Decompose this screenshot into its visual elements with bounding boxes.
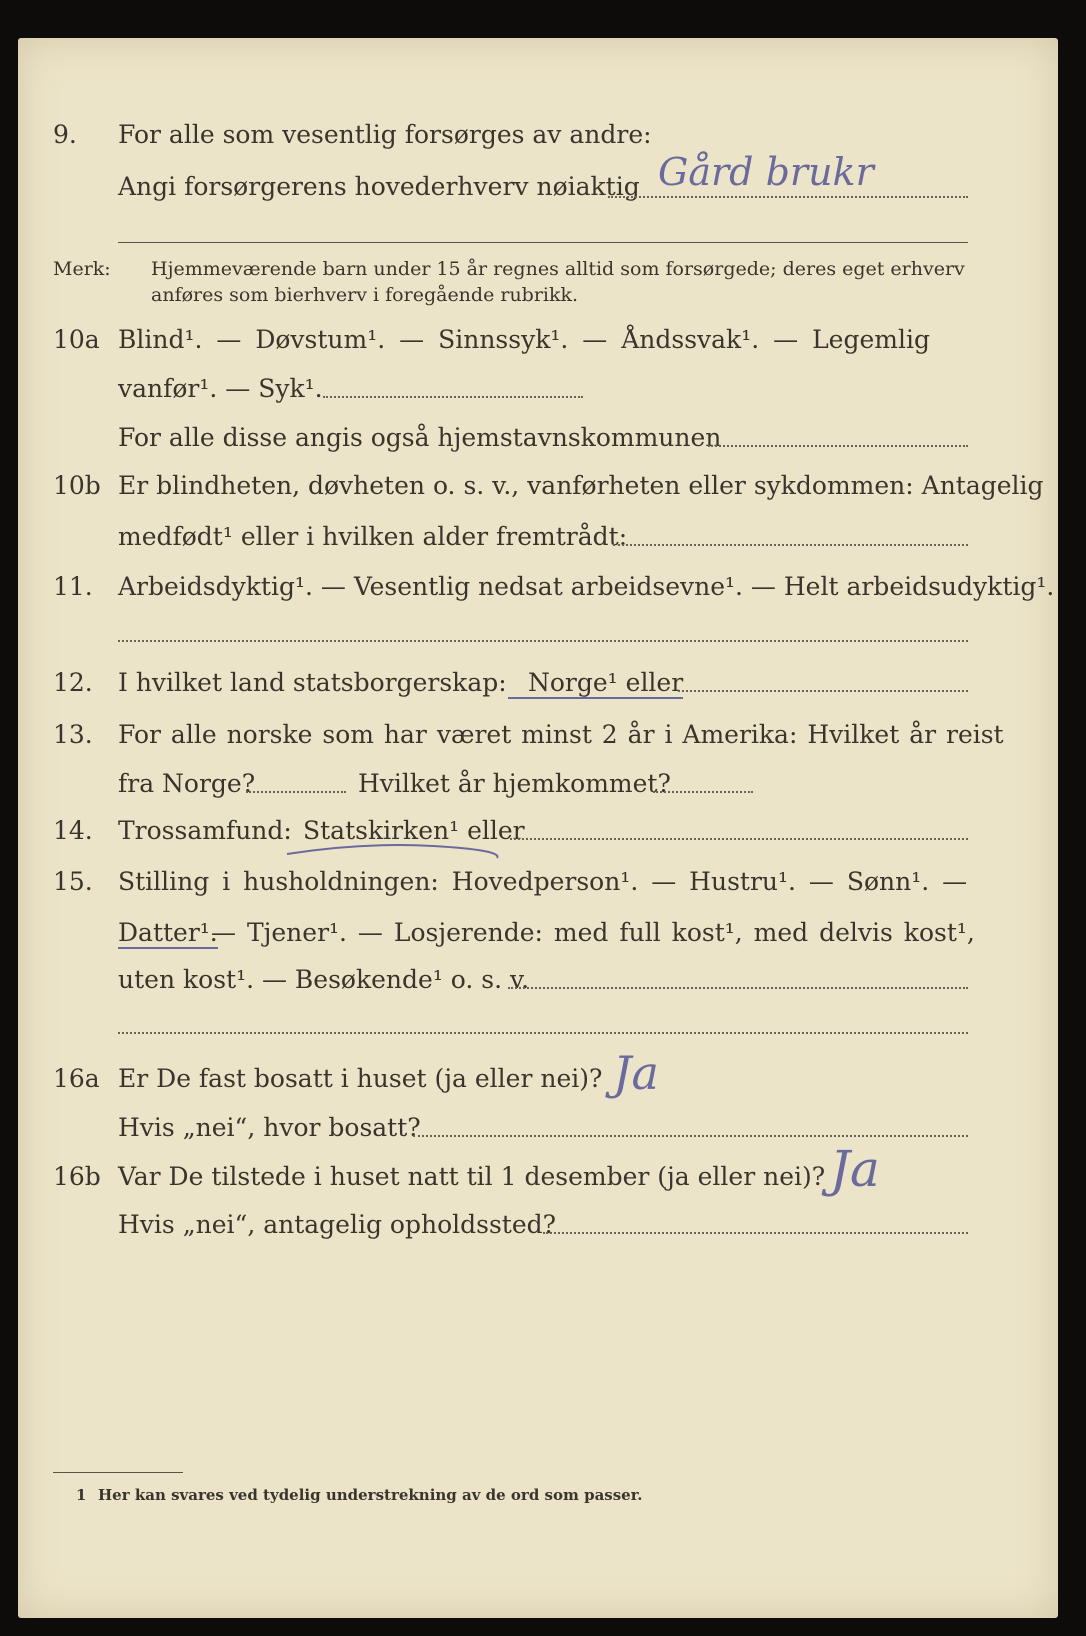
note-text: anføres som bierhverv i foregående rubrikk.: [151, 284, 579, 306]
underlined-option: Norge¹ eller: [508, 668, 683, 699]
question-13: [18, 720, 1058, 750]
question-number: 12.: [53, 668, 93, 697]
question-10a-line-2: [18, 374, 1058, 404]
answer-line: [613, 544, 968, 546]
question-10b: [18, 471, 1058, 501]
question-number: 13.: [53, 720, 93, 749]
answer-line: [608, 196, 968, 198]
question-text: I hvilket land statsborgerskap:: [118, 668, 507, 697]
underlined-option: Datter¹.: [118, 918, 218, 947]
question-number: 15.: [53, 867, 93, 896]
footnote: [18, 1486, 1058, 1516]
question-text: Blind¹. — Døvstum¹. — Sinnssyk¹. — Åndssvak¹. — Legemlig: [118, 325, 930, 354]
note-text: Hjemmeværende barn under 15 år regnes alltid som forsørgede; deres eget erhverv: [151, 258, 965, 280]
answer-line: [708, 445, 968, 447]
question-text: Trossamfund:: [118, 816, 292, 845]
question-text: Var De tilstede i huset natt til 1 desember (ja eller nei)?: [118, 1162, 826, 1191]
note-label: Merk:: [53, 258, 111, 280]
question-10a-line-3: [18, 423, 1058, 453]
question-text: — Tjener¹. — Losjerende: med full kost¹, med delvis kost¹,: [211, 918, 975, 947]
question-text: Stilling i husholdningen: Hovedperson¹. — Hustru¹. — Sønn¹. —: [118, 867, 968, 896]
question-11: [18, 572, 1058, 602]
question-number: 11.: [53, 572, 93, 601]
answer-line: [118, 1032, 968, 1034]
question-14: [18, 816, 1058, 846]
note-merk-line-2: [18, 284, 1058, 314]
question-text: For alle som vesentlig forsørges av andre:: [118, 120, 652, 149]
question-10b-line-2: [18, 522, 1058, 552]
answer-line: [323, 396, 583, 398]
question-15-line-3: [18, 965, 1058, 995]
footnote-mark: 1: [76, 1486, 87, 1504]
census-form-page: [18, 38, 1058, 1618]
question-9-line-2: [18, 150, 1058, 202]
question-text: Angi forsørgerens hovederhverv nøiaktig: [118, 172, 640, 201]
answer-line: [508, 987, 968, 989]
question-text: Hvis „nei“, hvor bosatt?: [118, 1113, 421, 1142]
question-10a: [18, 325, 1058, 355]
footnote-rule: [53, 1472, 183, 1473]
question-15-line-2: [18, 918, 1058, 948]
option-text: Statskirken¹ eller: [303, 816, 525, 845]
question-number: 10b: [53, 471, 101, 500]
answer-line: [653, 791, 753, 793]
answer-line: [413, 1135, 968, 1137]
question-16b-line-2: [18, 1210, 1058, 1240]
question-12: [18, 668, 1058, 698]
answer-line: [678, 690, 968, 692]
question-number: 10a: [53, 325, 100, 354]
question-text: uten kost¹. — Besøkende¹ o. s. v.: [118, 965, 530, 994]
question-9: [18, 120, 1058, 150]
question-text: Er blindheten, døvheten o. s. v., vanførheten eller sykdommen: Antagelig: [118, 471, 1044, 500]
divider: [118, 242, 968, 243]
answer-line: [246, 791, 346, 793]
question-text: Hvilket år hjemkommet?: [358, 769, 671, 798]
question-number: 14.: [53, 816, 93, 845]
footnote-text: Her kan svares ved tydelig understrekning av de ord som passer.: [98, 1486, 643, 1504]
question-text: Arbeidsdyktig¹. — Vesentlig nedsat arbeidsevne¹. — Helt arbeidsudyktig¹.: [118, 572, 1055, 601]
question-text: fra Norge?: [118, 769, 256, 798]
question-text: vanfør¹. — Syk¹.: [118, 374, 323, 403]
handwritten-answer: Ja: [613, 1046, 659, 1100]
question-16a: [18, 1046, 1058, 1100]
question-16b: [18, 1140, 1058, 1198]
answer-line: [510, 838, 968, 840]
question-text: Er De fast bosatt i huset (ja eller nei)?: [118, 1064, 603, 1093]
handwritten-answer: Gård brukr: [658, 150, 874, 194]
question-text: medfødt¹ eller i hvilken alder fremtrådt:: [118, 522, 628, 551]
question-number: 9.: [53, 120, 77, 149]
handwritten-underline: [283, 840, 503, 862]
answer-line: [543, 1232, 968, 1234]
handwritten-answer: Ja: [830, 1140, 880, 1198]
question-text: For alle disse angis også hjemstavnskommunen: [118, 423, 722, 452]
question-number: 16a: [53, 1064, 100, 1093]
question-text: Hvis „nei“, antagelig opholdssted?: [118, 1210, 557, 1239]
answer-line: [118, 640, 968, 642]
question-number: 16b: [53, 1162, 101, 1191]
question-13-line-2: [18, 769, 1058, 799]
question-15: [18, 867, 1058, 897]
question-16a-line-2: [18, 1113, 1058, 1143]
question-text: For alle norske som har været minst 2 år i Amerika: Hvilket år reist: [118, 720, 1004, 749]
